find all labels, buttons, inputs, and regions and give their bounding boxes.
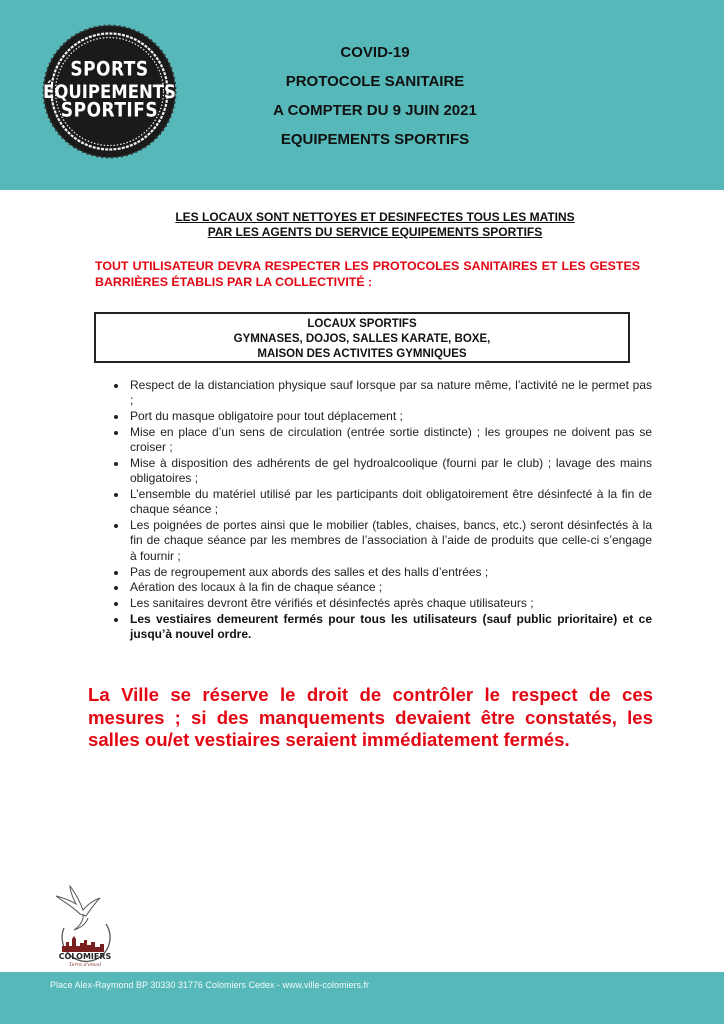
colomiers-wordmark: COLOMIERS [58, 952, 112, 961]
rule-item: L’ensemble du matériel utilisé par les participants doit obligatoirement être désinfecté à la fin de chaque séance ; [112, 487, 652, 518]
cleaning-notice [100, 210, 650, 240]
rule-item: Les sanitaires devront être vérifiés et désinfectés après chaque utilisateurs ; [112, 596, 652, 611]
rule-item: Mise à disposition des adhérents de gel hydroalcoolique (fourni par le club) ; lavage des mains obligatoires ; [112, 456, 652, 487]
badge-line-3: SPORTIFS [60, 99, 159, 123]
rule-item-locker-rooms: Les vestiaires demeurent fermés pour tous les utilisateurs (sauf public prioritaire) et ce jusqu’à nouvel ordre. [112, 612, 652, 643]
user-warning: TOUT UTILISATEUR DEVRA RESPECTER LES PROTOCOLES SANITAIRES ET LES GESTES BARRIÈRES ÉTABLIS PAR LA COLLECTIVITÉ : [95, 259, 640, 289]
title-line-3: A COMPTER DU 9 JUIN 2021 [273, 102, 477, 119]
rule-item: Aération des locaux à la fin de chaque séance ; [112, 580, 652, 595]
colomiers-logo-icon [50, 884, 120, 968]
cleaning-notice-line-2: PAR LES AGENTS DU SERVICE EQUIPEMENTS SPORTIFS [207, 225, 543, 239]
title-line-1: COVID-19 [340, 44, 410, 61]
rules-list [112, 378, 652, 643]
sports-badge-text [42, 24, 177, 159]
header-zigzag-edge [0, 176, 724, 192]
rule-item: Les poignées de portes ainsi que le mobilier (tables, chaises, bancs, etc.) seront désinfectés à la fin de chaque séance par les membres de l’association à l’aide de produits que celle-ci s’engage à fournir ; [112, 518, 652, 564]
rule-item: Port du masque obligatoire pour tout déplacement ; [112, 409, 652, 424]
title-line-2: PROTOCOLE SANITAIRE [285, 73, 465, 90]
footer-address: Place Alex-Raymond BP 30330 31776 Colomiers Cedex - www.ville-colomiers.fr [50, 980, 369, 990]
cleaning-notice-line-1: LES LOCAUX SONT NETTOYES ET DESINFECTES TOUS LES MATINS [175, 210, 575, 224]
document-title [220, 38, 530, 154]
rule-item: Pas de regroupement aux abords des salles et des halls d’entrées ; [112, 565, 652, 580]
badge-line-2: ÉQUIPEMENTS [43, 80, 176, 103]
title-line-4: EQUIPEMENTS SPORTIFS [280, 131, 470, 148]
section-box [94, 312, 630, 363]
section-line-2: GYMNASES, DOJOS, SALLES KARATE, BOXE, [233, 333, 491, 345]
colomiers-tagline: Terre d'envol [68, 963, 102, 968]
section-line-3: MAISON DES ACTIVITES GYMNIQUES [257, 348, 467, 360]
section-title: LOCAUX SPORTIFS [307, 318, 417, 330]
badge-line-1: SPORTS [70, 58, 149, 82]
rule-item: Respect de la distanciation physique sauf lorsque par sa nature même, l’activité ne le permet pas ; [112, 378, 652, 409]
final-warning: La Ville se réserve le droit de contrôler le respect de ces mesures ; si des manquements devaient être constatés, les salles ou/et vestiaires seraient immédiatement fermés. [88, 684, 653, 750]
rule-item: Mise en place d’un sens de circulation (entrée sortie distincte) ; les groupes ne doivent pas se croiser ; [112, 425, 652, 456]
